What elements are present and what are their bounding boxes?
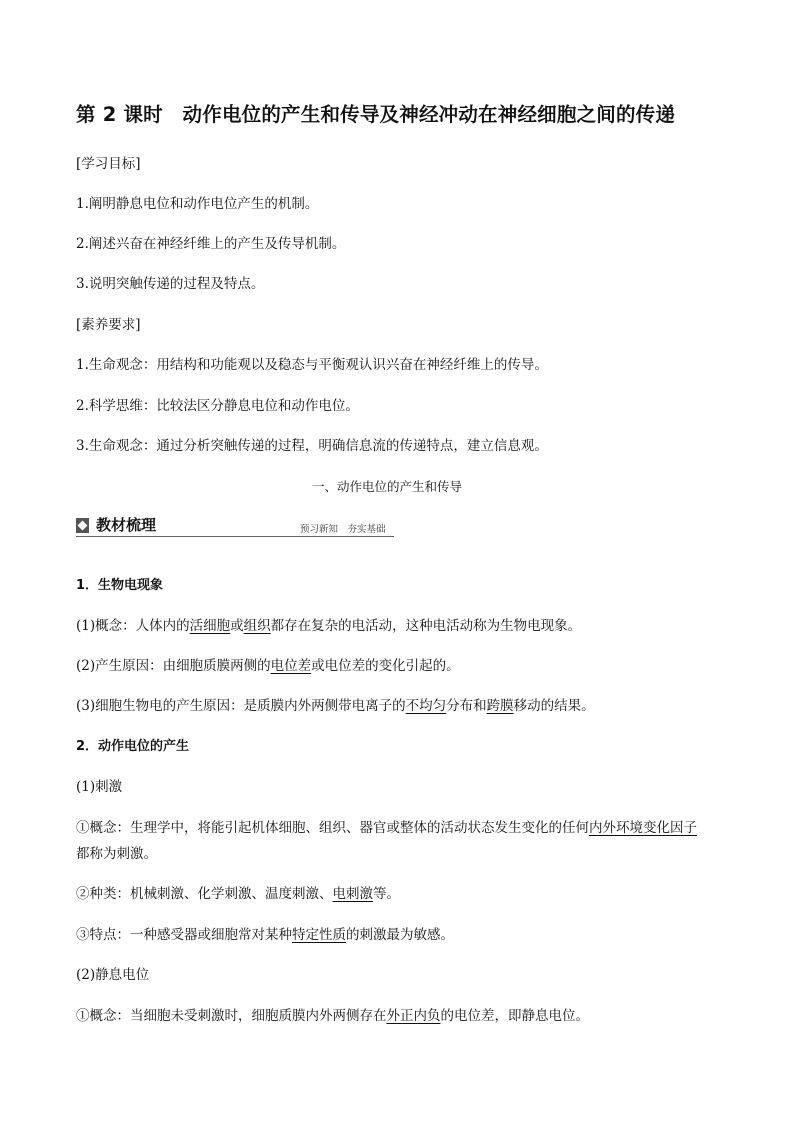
lesson-title: 第 2 课时 动作电位的产生和传导及神经冲动在神经细胞之间的传递 xyxy=(76,103,676,126)
answer-blank: 组织 xyxy=(243,618,271,634)
banner-marker-icon xyxy=(76,518,89,533)
paragraph-continuation: 都称为刺激。 xyxy=(76,846,157,862)
objective-item: 2.阐述兴奋在神经纤维上的产生及传导机制。 xyxy=(76,236,346,252)
answer-blank: 内外环境变化因子 xyxy=(589,820,697,836)
answer-blank: 特定性质 xyxy=(292,927,346,943)
answer-blank: 外正内负 xyxy=(386,1008,441,1024)
literacy-item: 2.科学思维：比较法区分静息电位和动作电位。 xyxy=(76,398,359,414)
answer-blank: 电位差 xyxy=(270,658,312,674)
paragraph: ②种类：机械刺激、化学刺激、温度刺激、电刺激等。 xyxy=(76,886,400,902)
objectives-heading: [学习目标] xyxy=(76,156,141,172)
paragraph: (2)产生原因：由细胞质膜两侧的电位差或电位差的变化引起的。 xyxy=(76,658,460,674)
banner-rule xyxy=(76,536,394,537)
banner-label: 教材梳理 xyxy=(96,516,157,534)
answer-blank: 活细胞 xyxy=(189,618,231,634)
literacy-heading: [素养要求] xyxy=(76,317,141,333)
paragraph: ③特点：一种感受器或细胞常对某种特定性质的刺激最为敏感。 xyxy=(76,927,454,943)
answer-blank: 跨膜 xyxy=(486,698,514,714)
literacy-item: 1.生命观念：用结构和功能观以及稳态与平衡观认识兴奋在神经纤维上的传导。 xyxy=(76,357,548,373)
objective-item: 1.阐明静息电位和动作电位产生的机制。 xyxy=(76,196,319,212)
paragraph: ①概念：生理学中，将能引起机体细胞、组织、器官或整体的活动状态发生变化的任何内外环境变化因子 xyxy=(76,820,697,836)
banner-subtitle: 预习新知 夯实基础 xyxy=(300,524,386,535)
paragraph: (3)细胞生物电的产生原因：是质膜内外两侧带电离子的不均匀分布和跨膜移动的结果。 xyxy=(76,698,595,714)
sub-heading: (1)刺激 xyxy=(76,779,123,795)
objective-item: 3.说明突触传递的过程及特点。 xyxy=(76,276,265,292)
paragraph: ①概念：当细胞未受刺激时，细胞质膜内外两侧存在外正内负的电位差，即静息电位。 xyxy=(76,1008,589,1024)
subsection-heading: 1．生物电现象 xyxy=(76,578,164,593)
paragraph: (1)概念：人体内的活细胞或组织都存在复杂的电活动，这种电活动称为生物电现象。 xyxy=(76,618,582,634)
textbook-review-banner xyxy=(76,514,394,538)
section-heading: 一、动作电位的产生和传导 xyxy=(312,479,463,494)
literacy-item: 3.生命观念：通过分析突触传递的过程，明确信息流的传递特点，建立信息观。 xyxy=(76,438,548,454)
sub-heading: (2)静息电位 xyxy=(76,967,150,983)
answer-blank: 电刺激 xyxy=(332,886,373,902)
subsection-heading: 2．动作电位的产生 xyxy=(76,739,190,754)
answer-blank: 不均匀 xyxy=(405,698,447,714)
